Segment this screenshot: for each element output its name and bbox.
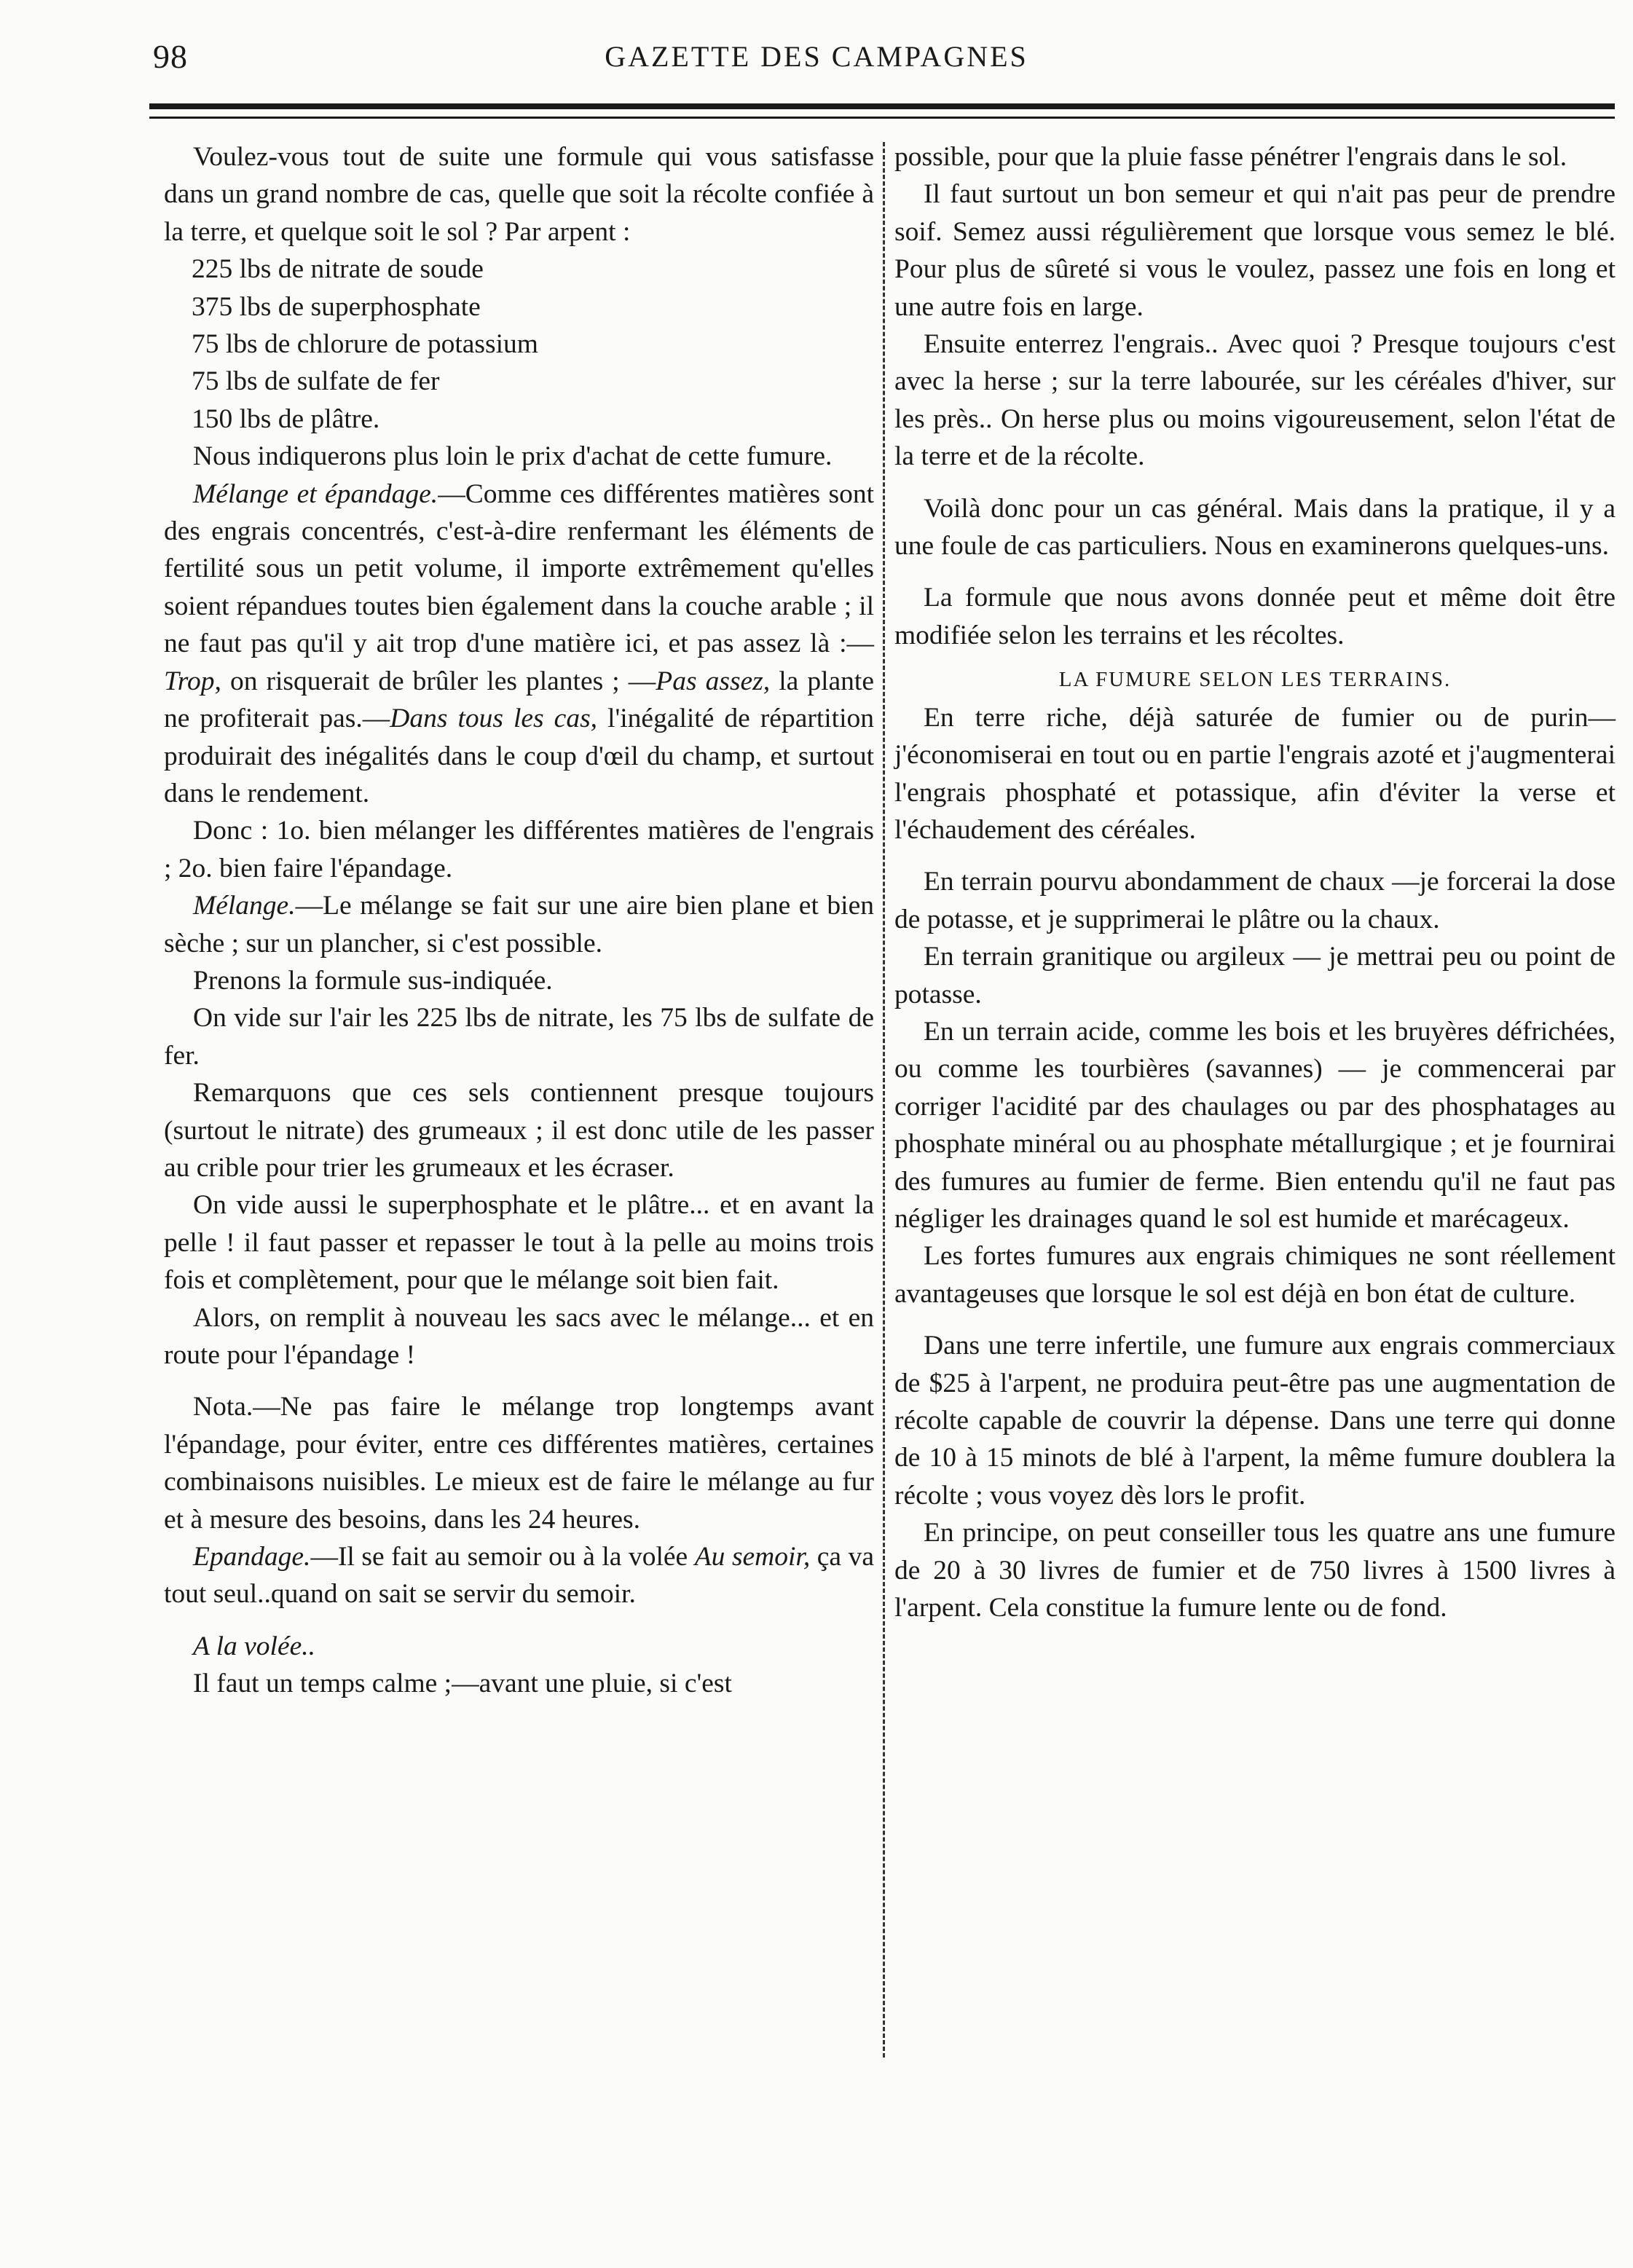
paragraph: Mélange.—Le mélange se fait sur une aire bien plane et bien sèche ; sur un plancher, si c'est possible.	[164, 891, 874, 958]
section-heading: LA FUMURE SELON LES TERRAINS.	[1058, 668, 1452, 692]
paragraph: Voulez-vous tout de suite une formule qui vous satisfasse dans un grand nombre de cas, quelle que soit la récolte confiée à la terre, et quelque soit le sol ? Par arpent :	[164, 142, 874, 247]
paragraph: En principe, on peut conseiller tous les quatre ans une fumure de 20 à 30 livres de fumier et de 750 livres à 1500 livres à l'arpent. Cela constitue la fumure lente ou de fond.	[894, 1518, 1616, 1623]
paragraph: Nota.—Ne pas faire le mélange trop longtemps avant l'épandage, pour éviter, entre ces différentes matières, certaines combinaisons nuisibles. Le mieux est de faire le mélange au fur et à mesure des besoins, dans les 24 heures.	[164, 1392, 874, 1535]
paragraph: Mélange et épandage.—Comme ces différentes matières sont des engrais concentrés, c'est-à-dire renfermant les éléments de fertilité sous un petit volume, il importe extrêmement qu'elles soient répandues toutes bien également dans la couche arable ; il ne faut pas qu'il y ait trop d'une matière ici, et pas assez là :—Trop, on risquerait de brûler les plantes ; —Pas assez, la plante ne profiterait pas.—Dans tous les cas, l'inégalité de répartition produirait des inégalités dans le coup d'œil du champ, et surtout dans le rendement.	[164, 479, 875, 808]
run-in-heading: Mélange et épandage.	[193, 479, 438, 509]
run-in-heading: Epandage.	[193, 1542, 311, 1572]
paragraph: La formule que nous avons donnée peut et même doit être modifiée selon les terrains et les récoltes.	[894, 583, 1616, 650]
paragraph: A la volée..	[193, 1631, 315, 1661]
page-number: 98	[153, 38, 188, 75]
ingredient-line: 75 lbs de chlorure de potassium	[192, 329, 538, 360]
paragraph: Ensuite enterrez l'engrais.. Avec quoi ? Presque toujours c'est avec la herse ; sur la terre labourée, sur les céréales d'hiver, sur les près.. On herse plus ou moins vigoureusement, selon l'état de la terre et de la récolte.	[894, 329, 1616, 472]
paragraph: Les fortes fumures aux engrais chimiques ne sont réellement avantageuses que lorsque le sol est déjà en bon état de culture.	[894, 1241, 1616, 1309]
paragraph: Il faut surtout un bon semeur et qui n'ait pas peur de prendre soif. Semez aussi régulièrement que lorsque vous semez le blé. Pour plus de sûreté si vous le voulez, passez une fois en long et une autre fois en large.	[894, 179, 1616, 322]
paragraph: En terrain granitique ou argileux — je mettrai peu ou point de potasse.	[894, 942, 1616, 1009]
right-column	[894, 138, 1616, 1626]
paragraph: En terrain pourvu abondamment de chaux —je forcerai la dose de potasse, et je supprimerai le plâtre ou la chaux.	[894, 867, 1616, 934]
paragraph: On vide sur l'air les 225 lbs de nitrate, les 75 lbs de sulfate de fer.	[164, 1003, 874, 1071]
paragraph: possible, pour que la pluie fasse pénétrer l'engrais dans le sol.	[894, 142, 1567, 172]
left-column	[164, 138, 874, 1703]
paragraph: En un terrain acide, comme les bois et les bruyères défrichées, ou comme les tourbières (savannes) — je commencerai par corriger l'acidité par des chaulages ou par des phosphatages au phosphate minéral ou au phosphate métallurgique ; et je fournirai des fumures au fumier de ferme. Bien entendu qu'il ne faut pas négliger les drainages quand le sol est humide et marécageux.	[894, 1016, 1616, 1234]
run-in-heading: Mélange.	[193, 891, 296, 921]
paragraph: Remarquons que ces sels contiennent presque toujours (surtout le nitrate) des grumeaux ; il est donc utile de les passer au crible pour trier les grumeaux et les écraser.	[164, 1078, 874, 1183]
paragraph: En terre riche, déjà saturée de fumier ou de purin—j'économiserai en tout ou en partie l'engrais azoté et j'augmenterai l'engrais phosphaté et potassique, afin d'éviter la verse et l'échaudement des céréales.	[894, 702, 1616, 845]
paragraph: Prenons la formule sus-indiquée.	[193, 965, 553, 996]
paragraph: Alors, on remplit à nouveau les sacs avec le mélange... et en route pour l'épandage !	[164, 1302, 874, 1370]
page-header	[0, 35, 1633, 79]
ingredient-line: 375 lbs de superphosphate	[192, 291, 481, 322]
paragraph: Epandage.—Il se fait au semoir ou à la volée Au semoir, ça va tout seul..quand on sait se servir du semoir.	[164, 1542, 875, 1610]
ingredient-line: 225 lbs de nitrate de soude	[192, 254, 484, 285]
run-in-heading: Nota.	[193, 1392, 253, 1422]
header-rule-thin	[149, 117, 1615, 119]
column-divider	[883, 142, 885, 2058]
newspaper-title: GAZETTE DES CAMPAGNES	[605, 40, 1028, 73]
ingredient-line: 75 lbs de sulfate de fer	[192, 366, 440, 397]
paragraph: On vide aussi le superphosphate et le plâtre... et en avant la pelle ! il faut passer et repasser le tout à la pelle au moins trois fois et complètement, pour que le mélange soit bien fait.	[164, 1190, 874, 1296]
paragraph: Donc : 1o. bien mélanger les différentes matières de l'engrais ; 2o. bien faire l'épandage.	[164, 816, 874, 883]
paragraph: Il faut un temps calme ;—avant une pluie, si c'est	[193, 1669, 732, 1699]
paragraph: Nous indiquerons plus loin le prix d'achat de cette fumure.	[193, 441, 833, 472]
ingredient-line: 150 lbs de plâtre.	[192, 403, 380, 434]
header-rule-thick	[149, 103, 1615, 109]
paragraph: Voilà donc pour un cas général. Mais dans la pratique, il y a une foule de cas particuliers. Nous en examinerons quelques-uns.	[894, 493, 1616, 562]
paragraph: Dans une terre infertile, une fumure aux engrais commerciaux de $25 à l'arpent, ne produira peut-être pas une augmentation de récolte capable de couvrir la dépense. Dans une terre qui donne de 10 à 15 minots de blé à l'arpent, la même fumure doublera la récolte ; vous voyez dès lors le profit.	[894, 1331, 1616, 1511]
